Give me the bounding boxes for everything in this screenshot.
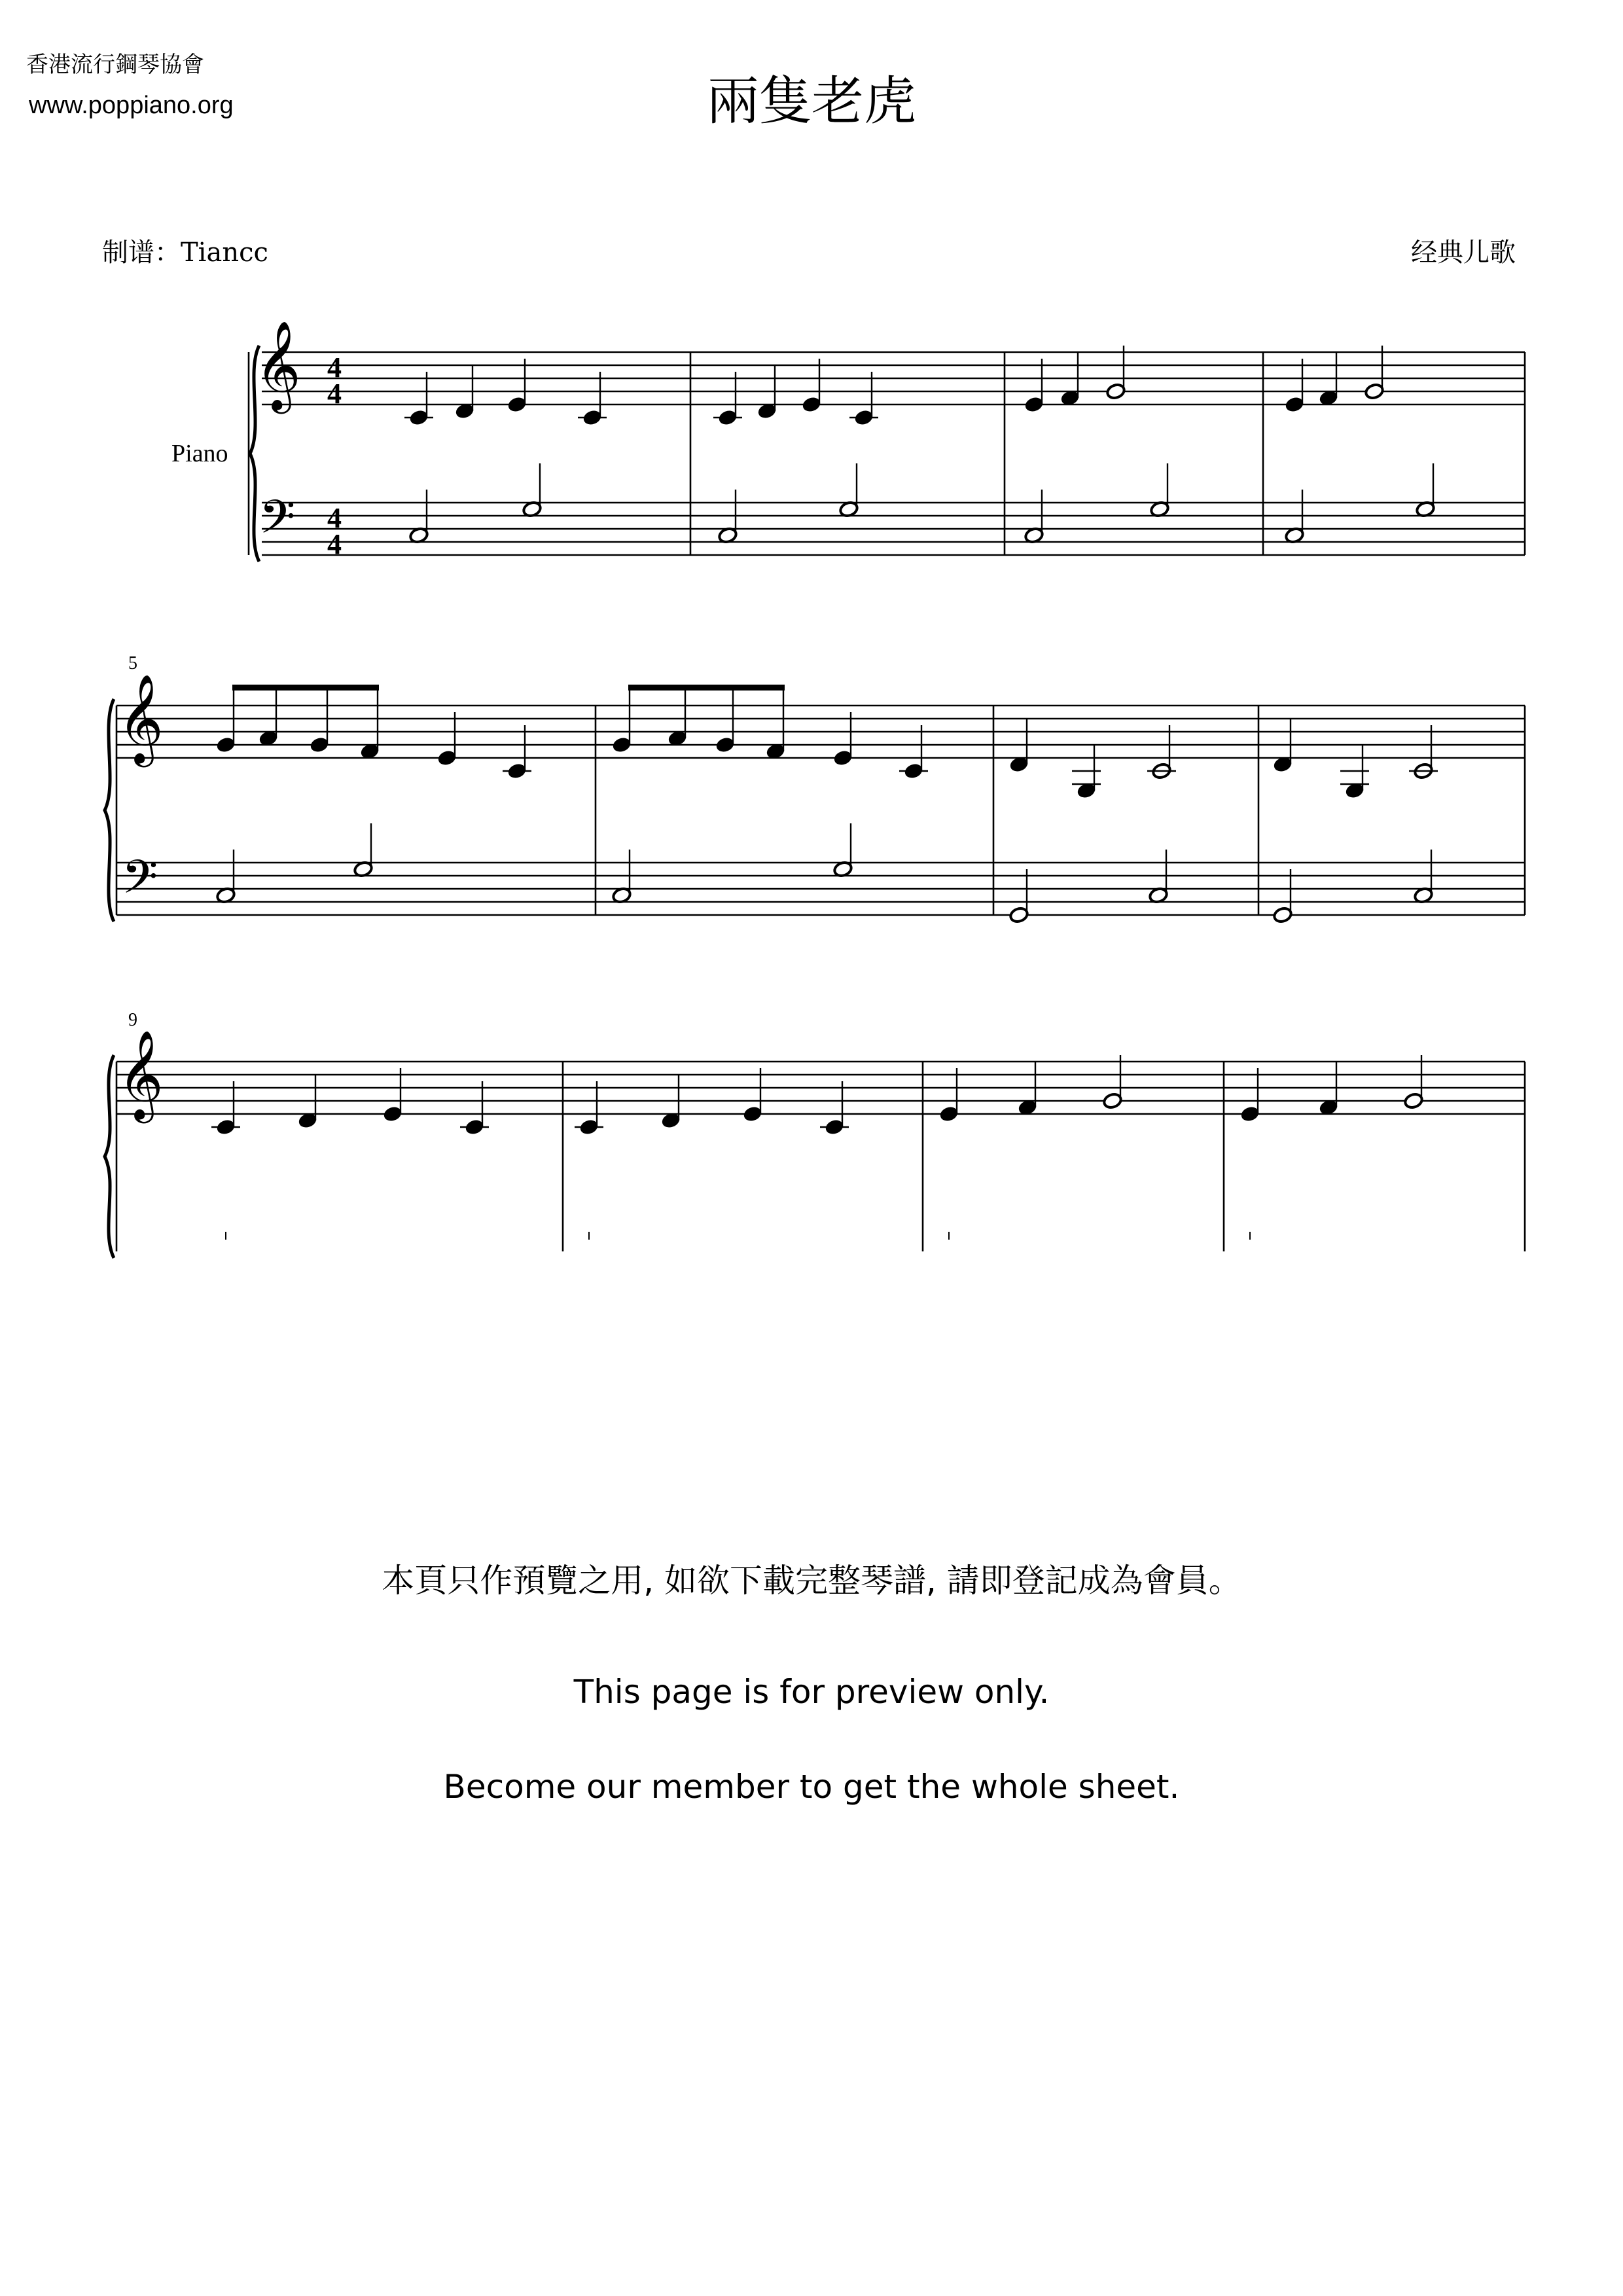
- arranger-credit: 制谱：Tiancc: [102, 238, 268, 268]
- measure-number: 5: [128, 653, 137, 673]
- song-title: 兩隻老虎: [707, 71, 916, 132]
- note-beam: [628, 685, 785, 691]
- measure-number: 9: [128, 1010, 137, 1030]
- preview-notice-chinese: 本頁只作預覽之用, 如欲下載完整琴譜, 請即登記成為會員。: [382, 1562, 1241, 1600]
- bass-clef-icon: 𝄢: [259, 490, 296, 556]
- time-signature-top: 4: [327, 351, 342, 384]
- time-signature-top: 4: [327, 502, 342, 534]
- bass-clef-icon: 𝄢: [122, 850, 158, 916]
- instrument-label: Piano: [171, 440, 228, 467]
- grand-staff-brace: [105, 1055, 114, 1258]
- treble-clef-icon: 𝄞: [118, 1029, 164, 1119]
- treble-clef-icon: 𝄞: [118, 673, 164, 763]
- preview-notice-english: This page is for preview only.: [573, 1673, 1050, 1711]
- website-link[interactable]: www.poppiano.org: [29, 92, 234, 119]
- membership-prompt: Become our member to get the whole sheet.: [443, 1768, 1180, 1806]
- time-signature-bottom: 4: [327, 378, 342, 410]
- organization-name: 香港流行鋼琴協會: [26, 52, 204, 78]
- grand-staff-brace: [105, 699, 114, 922]
- treble-clef-icon: 𝄞: [255, 319, 301, 410]
- note-beam: [232, 685, 379, 691]
- time-signature-bottom: 4: [327, 528, 342, 560]
- genre-label: 经典儿歌: [1411, 238, 1516, 268]
